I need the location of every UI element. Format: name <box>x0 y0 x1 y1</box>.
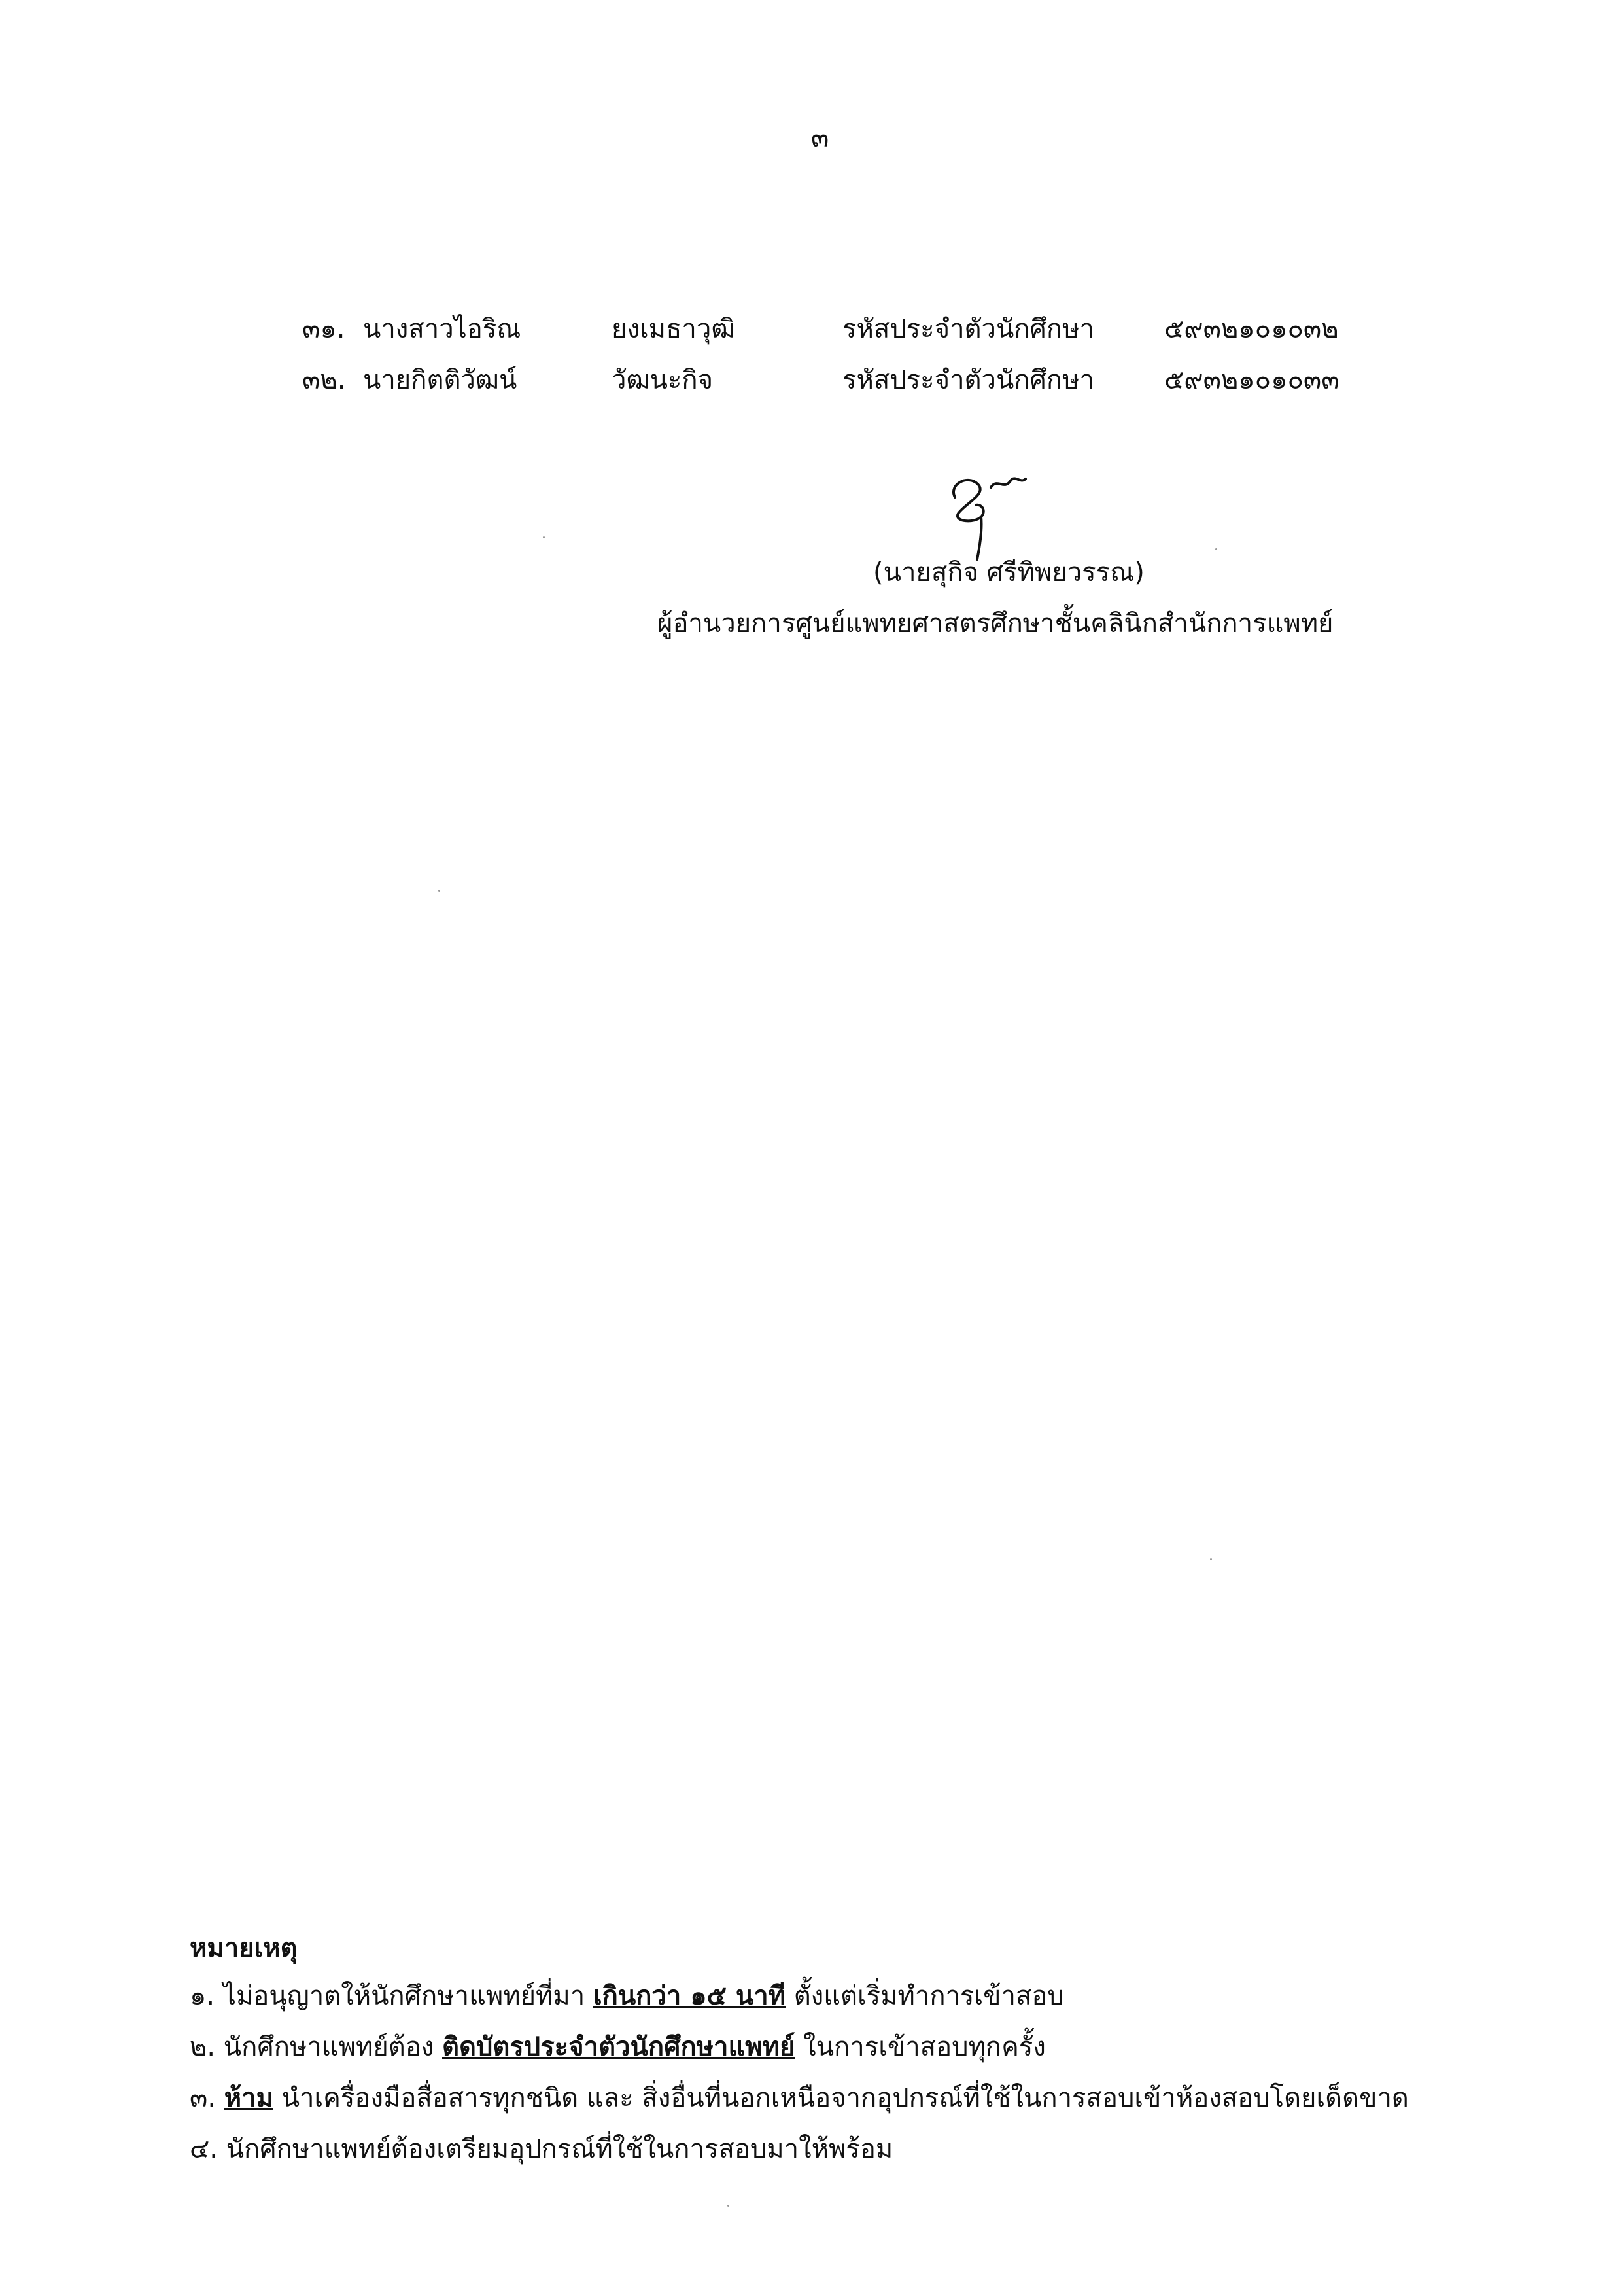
signatory-name: (นายสุกิจ ศรีทิพยวรรณ) <box>873 557 1145 587</box>
student-last-name: ยงเมธาวุฒิ <box>612 314 735 344</box>
signature-image <box>929 451 1073 563</box>
student-id: ๕๙๓๒๑๐๑๐๓๒ <box>1164 314 1339 344</box>
note-text: ๓. <box>190 2083 224 2113</box>
student-number: ๓๑. <box>302 314 345 344</box>
notes-title: หมายเหตุ <box>190 1933 298 1963</box>
student-id-label: รหัสประจำตัวนักศึกษา <box>842 365 1094 395</box>
scan-speck <box>438 890 440 892</box>
page-number: ๓ <box>811 123 829 153</box>
note-text: ในการเข้าสอบทุกครั้ง <box>795 2032 1046 2062</box>
scan-speck <box>1210 1558 1212 1560</box>
note-item <box>190 2025 1046 2067</box>
student-first-name: นางสาวไอริณ <box>363 314 521 344</box>
note-text: นำเครื่องมือสื่อสารทุกชนิด และ สิ่งอื่นที่นอกเหนือจากอุปกรณ์ที่ใช้ในการสอบเข้าห้องสอบโดยเด็ดขาด <box>273 2083 1409 2113</box>
student-id: ๕๙๓๒๑๐๑๐๓๓ <box>1164 365 1339 395</box>
note-emphasis: ห้าม <box>224 2083 273 2113</box>
student-id-label: รหัสประจำตัวนักศึกษา <box>842 314 1094 344</box>
note-item <box>190 1974 1064 2016</box>
note-item <box>190 2076 1409 2118</box>
student-first-name: นายกิตติวัฒน์ <box>363 365 517 395</box>
note-text: ๔. นักศึกษาแพทย์ต้องเตรียมอุปกรณ์ที่ใช้ในการสอบมาให้พร้อม <box>190 2134 893 2164</box>
note-emphasis: ติดบัตรประจำตัวนักศึกษาแพทย์ <box>442 2032 795 2062</box>
scan-speck <box>727 2205 729 2207</box>
student-number: ๓๒. <box>302 365 346 395</box>
signatory-title: ผู้อำนวยการศูนย์แพทยศาสตรศึกษาชั้นคลินิกสำนักการแพทย์ <box>657 608 1334 639</box>
note-text: ๒. นักศึกษาแพทย์ต้อง <box>190 2032 442 2062</box>
note-text: ตั้งแต่เริ่มทำการเข้าสอบ <box>786 1981 1064 2011</box>
scan-speck <box>1215 548 1217 550</box>
student-last-name: วัฒนะกิจ <box>612 365 714 395</box>
note-emphasis: เกินกว่า ๑๕ นาที <box>593 1981 786 2011</box>
note-item <box>190 2127 893 2169</box>
note-text: ๑. ไม่อนุญาตให้นักศึกษาแพทย์ที่มา <box>190 1981 593 2011</box>
scan-speck <box>543 536 545 538</box>
